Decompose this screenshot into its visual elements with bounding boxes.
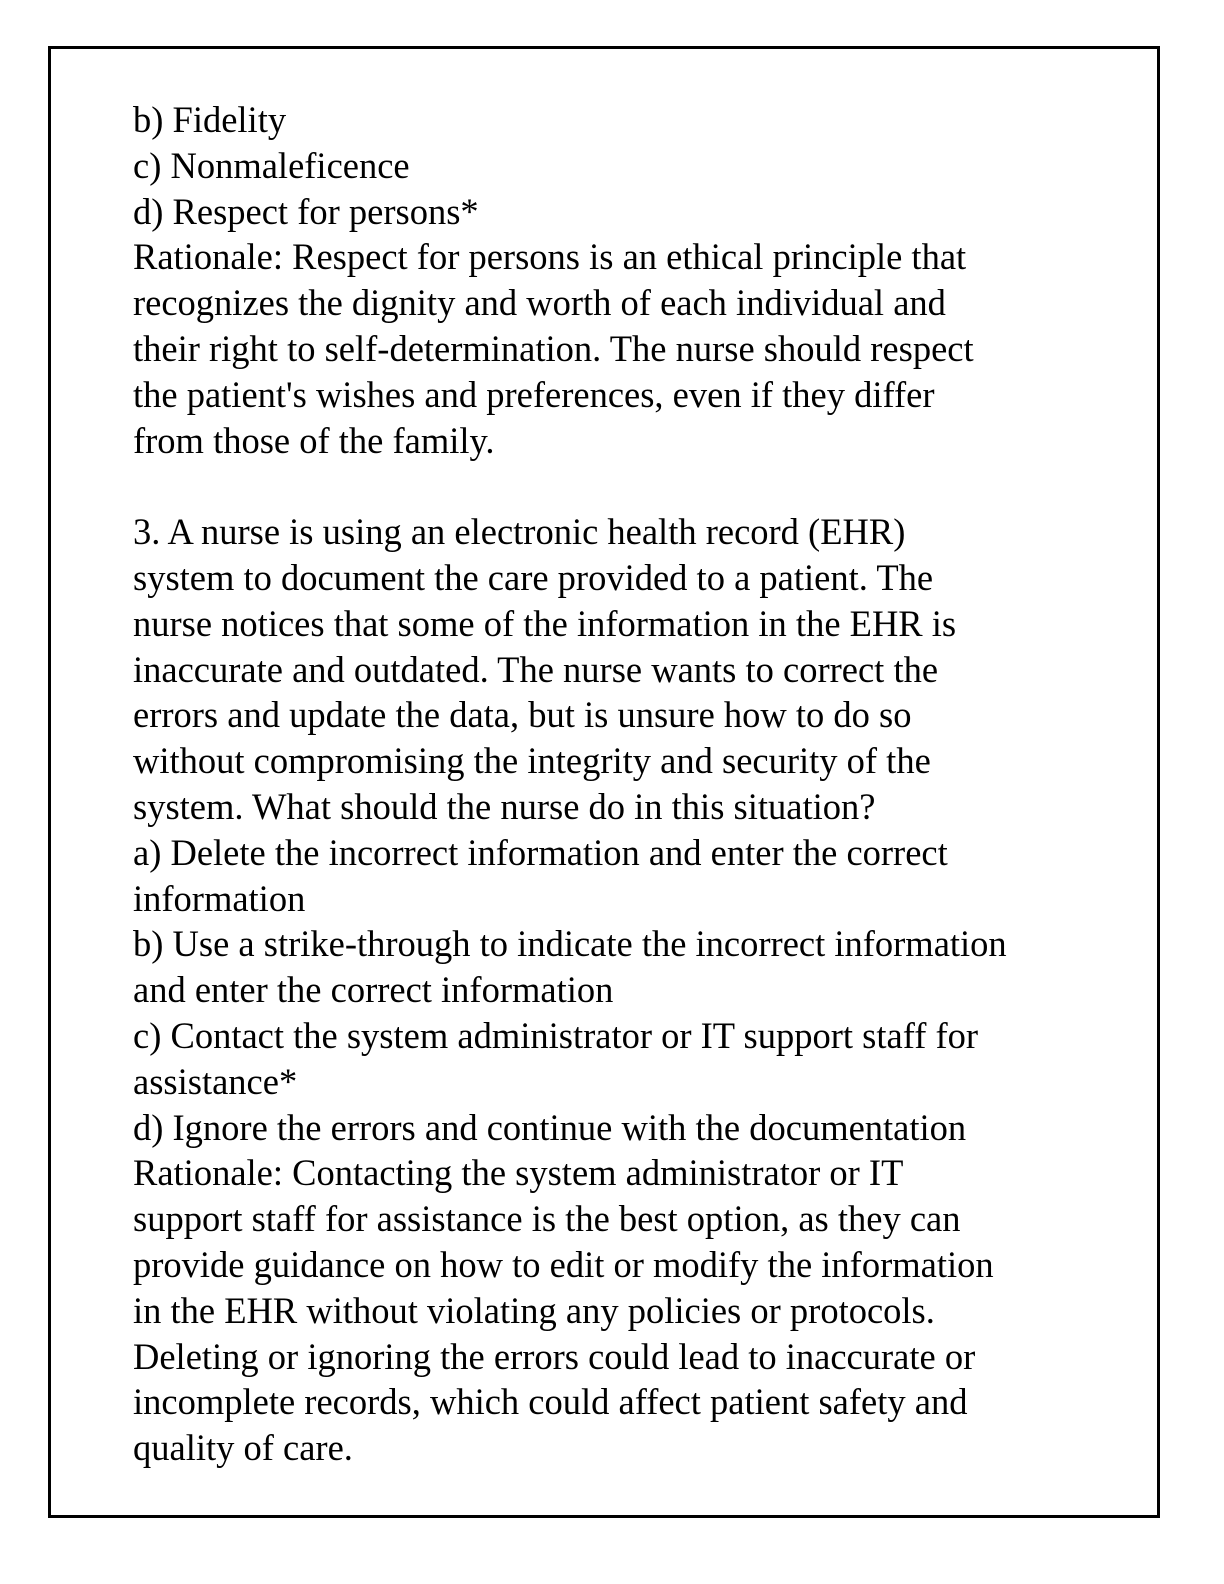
rationale-line: quality of care. — [133, 1427, 353, 1469]
question-text-line: nurse notices that some of the information in the EHR is — [133, 602, 957, 644]
rationale-line: Rationale: Respect for persons is an ethical principle that — [133, 236, 967, 278]
rationale-line: in the EHR without violating any policies or protocols. — [133, 1289, 935, 1331]
rationale-line: recognizes the dignity and worth of each individual and — [133, 282, 946, 324]
question-3 — [133, 509, 1093, 1471]
option-b: b) Fidelity — [133, 99, 287, 140]
question-text-line: system to document the care provided to a patient. The — [133, 556, 934, 598]
question-text-line: 3. A nurse is using an electronic health record (EHR) — [133, 511, 906, 553]
question-text-line: inaccurate and outdated. The nurse wants to correct the — [133, 648, 939, 690]
rationale-line: incomplete records, which could affect patient safety and — [133, 1381, 968, 1423]
option-a-continued: information — [133, 877, 306, 919]
rationale-line: Deleting or ignoring the errors could lead to inaccurate or — [133, 1335, 976, 1377]
option-d: d) Ignore the errors and continue with the documentation — [133, 1106, 967, 1148]
option-c: c) Nonmaleficence — [133, 144, 410, 186]
question-text-line: system. What should the nurse do in this situation? — [133, 785, 876, 827]
rationale-line: the patient's wishes and preferences, even if they differ — [133, 373, 935, 415]
previous-question-continuation — [133, 97, 1093, 463]
rationale-line: provide guidance on how to edit or modify the information — [133, 1243, 994, 1285]
question-text-line: errors and update the data, but is unsure how to do so — [133, 694, 912, 736]
rationale-line: Rationale: Contacting the system administrator or IT — [133, 1152, 904, 1194]
rationale-line: support staff for assistance is the best option, as they can — [133, 1198, 961, 1240]
question-text-line: without compromising the integrity and security of the — [133, 740, 931, 782]
document-body — [133, 97, 1093, 1471]
option-c: c) Contact the system administrator or IT support staff for — [133, 1014, 979, 1056]
paragraph-gap — [133, 463, 1093, 509]
rationale-line: their right to self-determination. The nurse should respect — [133, 327, 974, 369]
option-c-continued: assistance* — [133, 1060, 298, 1102]
option-b: b) Use a strike-through to indicate the incorrect information — [133, 923, 1007, 965]
option-a: a) Delete the incorrect information and enter the correct — [133, 831, 948, 873]
rationale-line: from those of the family. — [133, 419, 495, 461]
option-b-continued: and enter the correct information — [133, 969, 614, 1011]
option-d: d) Respect for persons* — [133, 190, 479, 232]
